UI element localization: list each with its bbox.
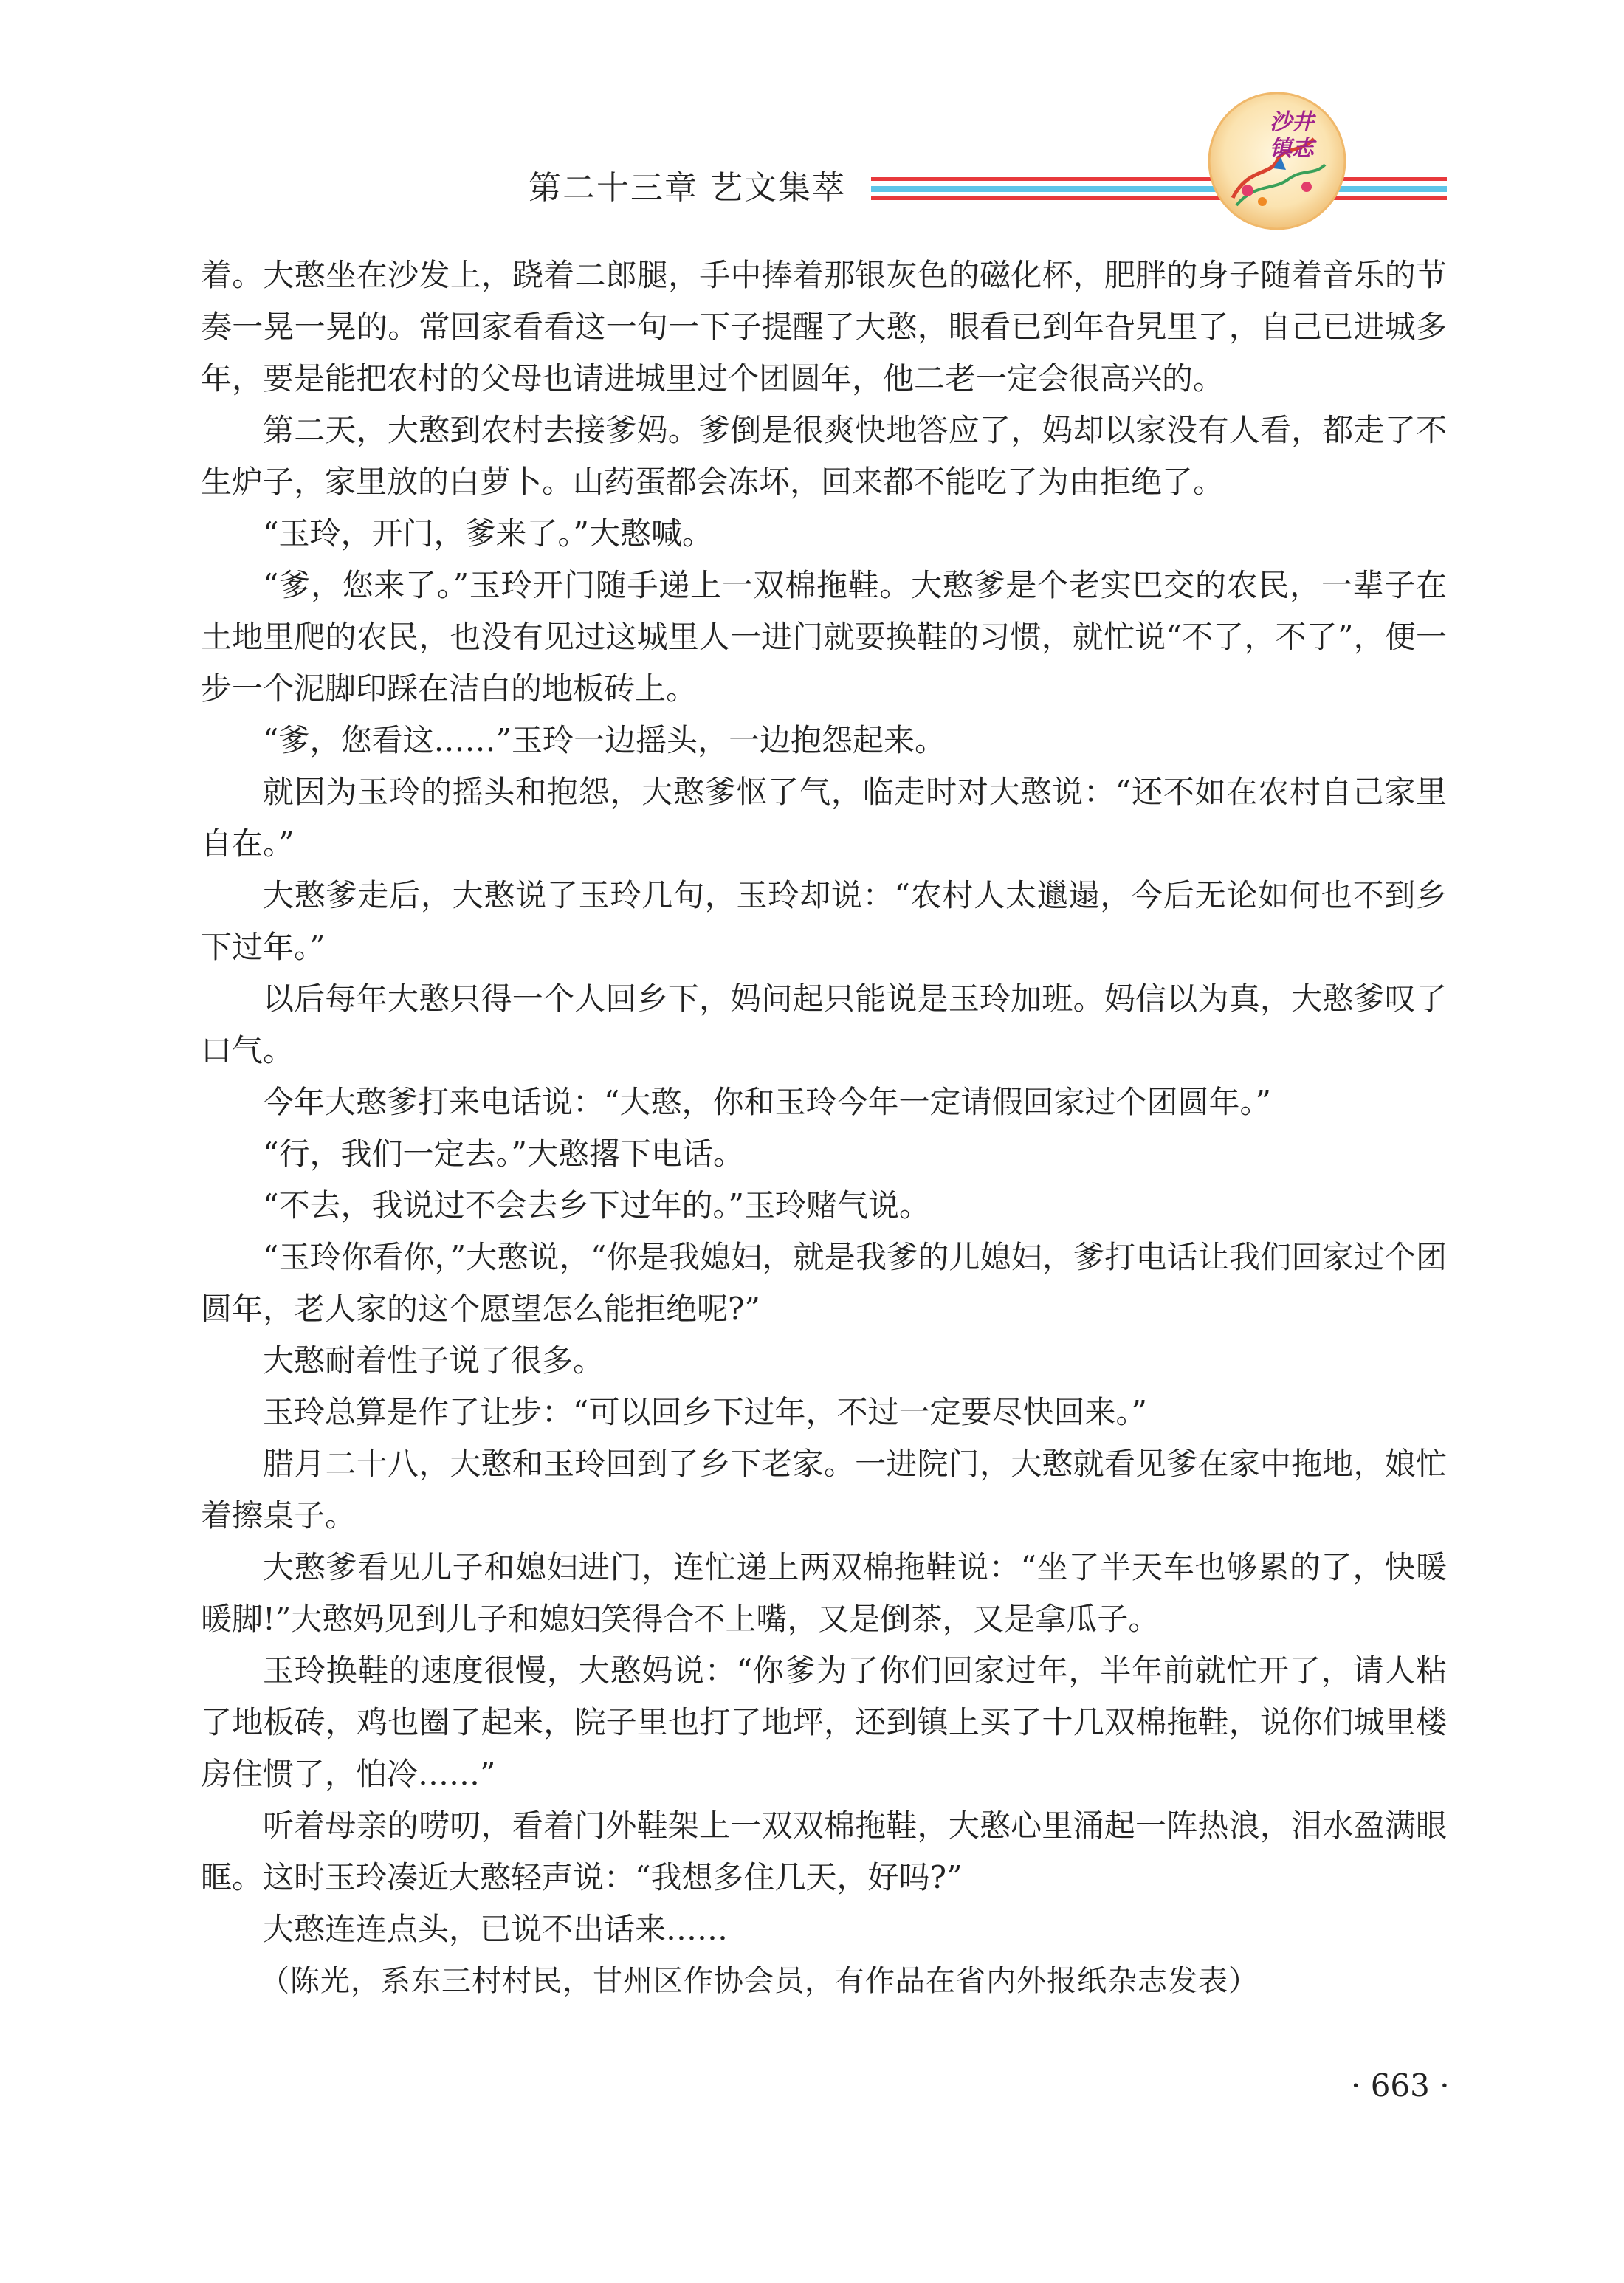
paragraph: 大憨爹走后，大憨说了玉玲几句，玉玲却说：“农村人太邋遢，今后无论如何也不到乡下过年。” bbox=[201, 877, 1447, 965]
header-rule bbox=[871, 177, 1447, 207]
seal-line-1: 沙井 bbox=[1270, 109, 1314, 135]
paragraph: “不去，我说过不会去乡下过年的。”玉玲赌气说。 bbox=[263, 1187, 930, 1223]
paragraph: 玉玲总算是作了让步：“可以回乡下过年，不过一定要尽快回来。” bbox=[263, 1394, 1147, 1430]
paragraph: “行，我们一定去。”大憨撂下电话。 bbox=[263, 1136, 744, 1172]
paragraph: “爹，您看这……”玉玲一边摇头，一边抱怨起来。 bbox=[263, 722, 946, 758]
page-number: · 663 · bbox=[1351, 2067, 1450, 2104]
paragraph: 就因为玉玲的摇头和抱怨，大憨爹怄了气，临走时对大憨说：“还不如在农村自己家里自在。” bbox=[201, 774, 1447, 862]
paragraph: 腊月二十八，大憨和玉玲回到了乡下老家。一进院门，大憨就看见爹在家中拖地，娘忙着擦桌子。 bbox=[201, 1446, 1447, 1534]
author-byline: （陈光，系东三村村民，甘州区作协会员，有作品在省内外报纸杂志发表） bbox=[260, 1964, 1259, 1998]
article-body bbox=[201, 250, 1447, 2007]
paragraph: 听着母亲的唠叨，看着门外鞋架上一双双棉拖鞋，大憨心里涌起一阵热浪，泪水盈满眼眶。这时玉玲凑近大憨轻声说：“我想多住几天，好吗?” bbox=[201, 1807, 1447, 1895]
paragraph: 以后每年大憨只得一个人回乡下，妈问起只能说是玉玲加班。妈信以为真，大憨爹叹了口气。 bbox=[201, 981, 1447, 1068]
paragraph: “玉玲，开门，爹来了。”大憨喊。 bbox=[263, 515, 713, 552]
header-rule-red-top bbox=[871, 177, 1447, 181]
paragraph: 大憨连连点头，已说不出话来…… bbox=[263, 1911, 729, 1947]
header-rule-red-bottom bbox=[871, 196, 1447, 200]
paragraph: 大憨耐着性子说了很多。 bbox=[263, 1342, 605, 1379]
paragraph: 大憨爹看见儿子和媳妇进门，连忙递上两双棉拖鞋说：“坐了半天车也够累的了，快暖暖脚!”大憨妈见到儿子和媳妇笑得合不上嘴，又是倒茶，又是拿瓜子。 bbox=[201, 1549, 1447, 1637]
paragraph: 着。大憨坐在沙发上，跷着二郎腿，手中捧着那银灰色的磁化杯，肥胖的身子随着音乐的节奏一晃一晃的。常回家看看这一句一下子提醒了大憨，眼看已到年旮旯里了，自己已进城多年，要是能把农村的父母也请进城里过个团圆年，他二老一定会很高兴的。 bbox=[201, 257, 1447, 396]
header-rule-blue bbox=[871, 186, 1447, 192]
paragraph: “爹，您来了。”玉玲开门随手递上一双棉拖鞋。大憨爹是个老实巴交的农民，一辈子在土地里爬的农民，也没有见过这城里人一进门就要换鞋的习惯，就忙说“不了，不了”，便一步一个泥脚印踩在洁白的地板砖上。 bbox=[201, 567, 1447, 707]
paragraph: 玉玲换鞋的速度很慢，大憨妈说：“你爹为了你们回家过年，半年前就忙开了，请人粘了地板砖，鸡也圈了起来，院子里也打了地坪，还到镇上买了十几双棉拖鞋，说你们城里楼房住惯了，怕冷……” bbox=[201, 1652, 1447, 1792]
seal-label bbox=[1248, 109, 1336, 162]
paragraph: 第二天，大憨到农村去接爹妈。爹倒是很爽快地答应了，妈却以家没有人看，都走了不生炉子，家里放的白萝卜。山药蛋都会冻坏，回来都不能吃了为由拒绝了。 bbox=[201, 412, 1447, 500]
chapter-title: 第二十三章 艺文集萃 bbox=[529, 169, 846, 207]
paragraph: “玉玲你看你，”大憨说，“你是我媳妇，就是我爹的儿媳妇，爹打电话让我们回家过个团圆年，老人家的这个愿望怎么能拒绝呢?” bbox=[201, 1239, 1447, 1327]
seal-line-2: 镇志 bbox=[1270, 136, 1314, 162]
paragraph: 今年大憨爹打来电话说：“大憨，你和玉玲今年一定请假回家过个团圆年。” bbox=[263, 1084, 1271, 1120]
